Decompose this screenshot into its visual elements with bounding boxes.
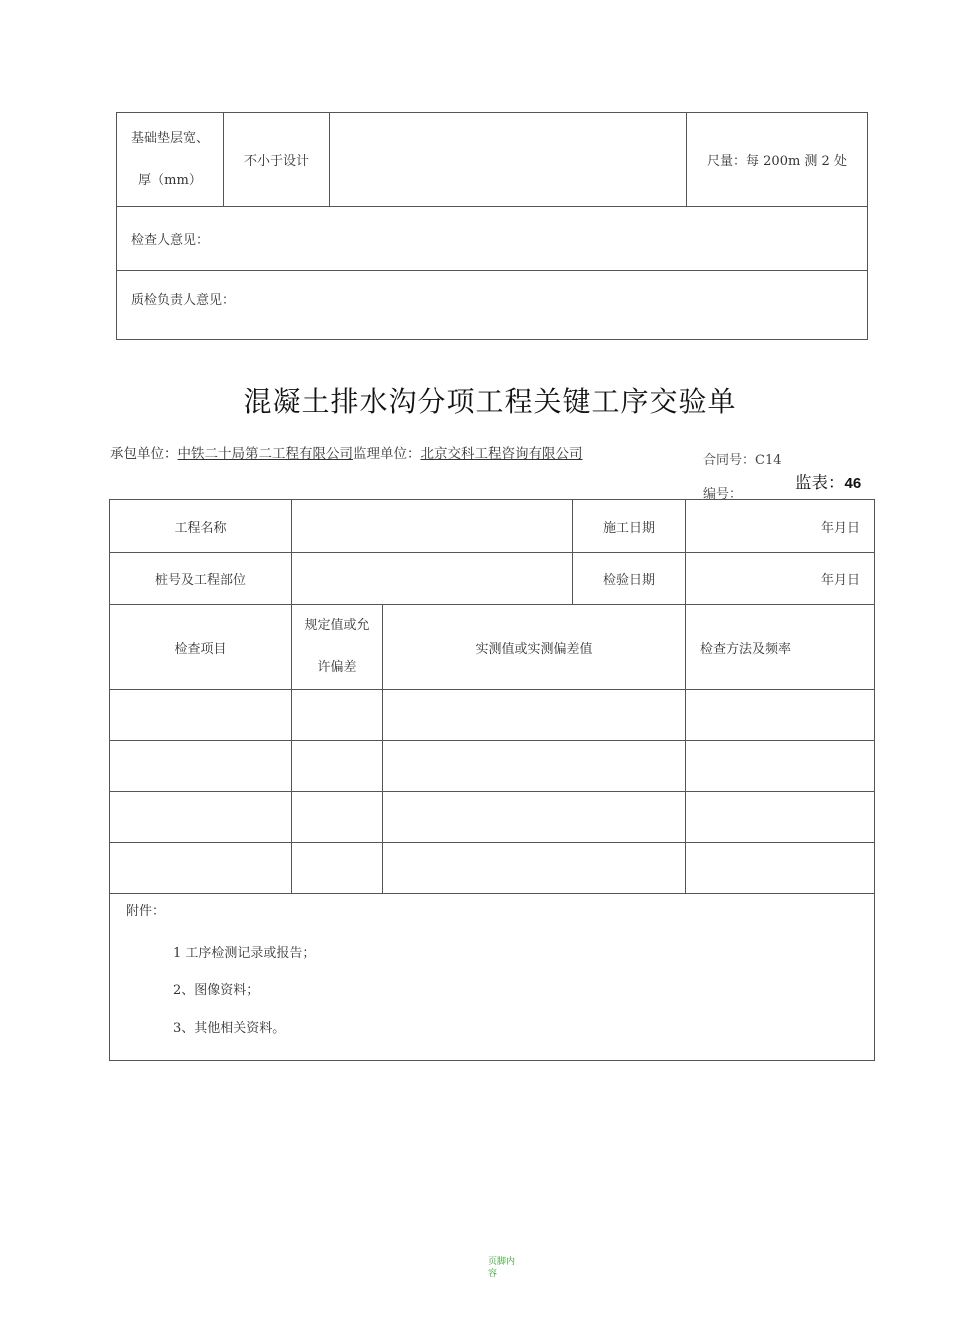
qc-opinion: 质检负责人意见： [117, 271, 868, 340]
row-item [110, 741, 292, 792]
item-line-2: 厚（mm） [138, 172, 202, 188]
header-spec [292, 605, 383, 690]
attachments-label: 附件： [126, 904, 166, 919]
row-method [686, 690, 875, 741]
row-spec [292, 741, 383, 792]
row-method [686, 792, 875, 843]
attachment-item: 2、图像资料； [173, 983, 260, 998]
contract-number: 合同号：C14 [703, 453, 782, 468]
table-row [110, 741, 875, 792]
inspector-opinion: 检查人意见： [117, 207, 868, 271]
table-row [110, 843, 875, 894]
row-method [686, 843, 875, 894]
attachments-cell [110, 894, 875, 1061]
header-spec-line-1: 规定值或允 [304, 618, 370, 633]
row-measured [383, 843, 686, 894]
header-spec-line-2: 许偏差 [317, 660, 357, 675]
row-method [686, 741, 875, 792]
header-method: 检查方法及频率 [686, 605, 875, 690]
table-row [110, 690, 875, 741]
spec-cell: 不小于设计 [224, 113, 330, 207]
item-cell [117, 113, 224, 207]
table-row [110, 792, 875, 843]
attachment-item: 1 工序检测记录或报告； [173, 946, 316, 961]
contractor-label: 承包单位： [110, 446, 178, 462]
row-measured [383, 741, 686, 792]
form-no: 46 [844, 475, 862, 492]
item-line-1: 基础垫层宽、 [130, 130, 209, 146]
row-spec [292, 690, 383, 741]
header-measured: 实测值或实测偏差值 [383, 605, 686, 690]
page-title: 混凝土排水沟分项工程关键工序交验单 [243, 385, 737, 418]
inspection-date-label: 检验日期 [573, 553, 686, 605]
construction-date-value: 年月日 [686, 500, 875, 553]
row-item [110, 792, 292, 843]
project-name-label: 工程名称 [110, 500, 292, 553]
contractor-name: 中铁二十局第二工程有限公司 [177, 446, 353, 462]
measured-cell [330, 113, 687, 207]
row-spec [292, 792, 383, 843]
page-footer: 页脚内容 [488, 1257, 516, 1279]
row-measured [383, 690, 686, 741]
form-number [795, 469, 861, 493]
inspection-date-value: 年月日 [686, 553, 875, 605]
main-inspection-table [109, 499, 875, 1061]
row-spec [292, 843, 383, 894]
supervisor-label: 监理单位： [353, 446, 421, 462]
attachment-item: 3、其他相关资料。 [173, 1021, 286, 1036]
station-label: 桩号及工程部位 [110, 553, 292, 605]
supervisor-name: 北京交科工程咨询有限公司 [420, 446, 583, 462]
project-name-value [292, 500, 573, 553]
top-inspection-table [116, 112, 868, 340]
form-label: 监表： [795, 473, 845, 492]
row-item [110, 690, 292, 741]
construction-date-label: 施工日期 [573, 500, 686, 553]
header-item: 检查项目 [110, 605, 292, 690]
station-value [292, 553, 573, 605]
method-cell: 尺量：每 200m 测 2 处 [687, 113, 868, 207]
serial-number: 编号： [703, 487, 743, 502]
row-measured [383, 792, 686, 843]
row-item [110, 843, 292, 894]
contractor-line [110, 442, 583, 462]
